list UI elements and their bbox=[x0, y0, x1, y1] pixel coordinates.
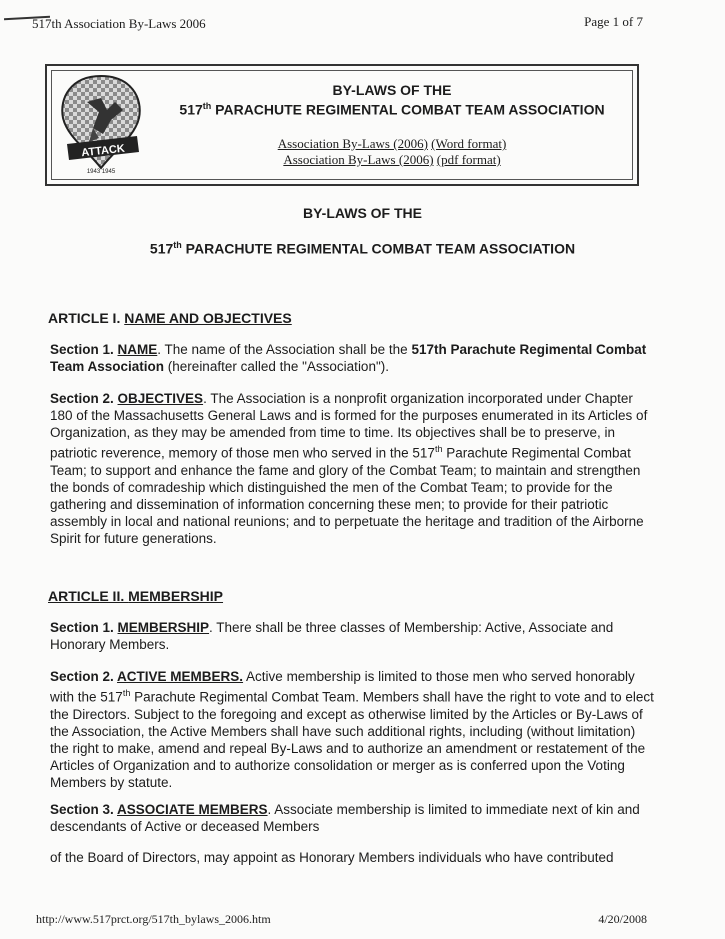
box-title-line2 bbox=[157, 101, 627, 118]
a2s1-text: . There shall be three classes of Membership: Active, Associate and Honorary Members. bbox=[50, 620, 614, 652]
doc-title-line1: BY-LAWS OF THE bbox=[303, 205, 422, 221]
doc-title-number: 517 bbox=[149, 240, 174, 257]
word-format-label[interactable]: (Word format) bbox=[431, 136, 507, 151]
a2s2-text-a: Active membership is limited to those men who served honorably with the 517 bbox=[50, 669, 635, 705]
doc-title-sup: th bbox=[173, 240, 182, 250]
a1s1-title: NAME bbox=[117, 342, 158, 357]
article-2-heading bbox=[48, 588, 223, 604]
page-number: Page 1 of 7 bbox=[584, 14, 643, 29]
a1s2-label: Section 2. bbox=[50, 391, 118, 406]
doc-title-line2 bbox=[0, 240, 725, 257]
a2s1-label: Section 1. bbox=[50, 620, 118, 635]
a1s1-text-b: (hereinafter called the "Association"). bbox=[164, 359, 389, 374]
a2s2-text-b: Parachute Regimental Combat Team. Members shall have the right to vote and to elect the Directors. Subject to the foregoing and except as otherwise limited by the Articles or By-Laws of the Association, the Active Members shall have such additional rights, including (without limitation) the right to make, amend and repeal By-Laws and to authorize an amendment or restatement of the Articles of Organization and to authorize consolidation or merger as is conferred upon the Voting Members by statute. bbox=[50, 689, 654, 790]
footer-url[interactable]: http://www.517prct.org/517th_bylaws_2006.htm bbox=[36, 912, 271, 926]
a1s2-title: OBJECTIVES bbox=[117, 391, 204, 406]
a2s3-text: . Associate membership is limited to immediate next of kin and descendants of Active or deceased Members bbox=[50, 802, 640, 834]
a1s2-sup: th bbox=[434, 444, 443, 454]
footer-date: 4/20/2008 bbox=[598, 912, 647, 926]
a1s1-bold-name: 517th Parachute Regimental Combat Team Association bbox=[50, 342, 647, 374]
a2s1-title: MEMBERSHIP bbox=[117, 620, 210, 635]
article-2-section-2 bbox=[50, 668, 655, 791]
box-title-rest: PARACHUTE REGIMENTAL COMBAT TEAM ASSOCIATION bbox=[211, 101, 605, 118]
word-format-link-line bbox=[157, 136, 627, 152]
word-format-link[interactable]: Association By-Laws (2006) bbox=[277, 136, 428, 151]
logo-banner-text: ATTACK bbox=[80, 142, 126, 160]
a1s2-text-b: Parachute Regimental Combat Team; to support and enhance the fame and glory of the Combat Team; to maintain and strengthen the bonds of comradeship which distinguished the men of the Combat Team; to provide for the gathering and dissemination of information concerning these men; to provide for their patriotic assembly in local and national reunions; and to perpetuate the heritage and tradition of the Airborne Spirit for future generations. bbox=[50, 445, 644, 546]
header-title: 517th Association By-Laws 2006 bbox=[32, 16, 206, 31]
article-1-section-1 bbox=[50, 341, 655, 375]
a2s3-title: ASSOCIATE MEMBERS bbox=[117, 802, 268, 817]
pdf-format-label[interactable]: (pdf format) bbox=[436, 152, 501, 167]
box-title-sup: th bbox=[202, 101, 212, 111]
pdf-format-link[interactable]: Association By-Laws (2006) bbox=[283, 152, 434, 167]
box-title-number: 517 bbox=[179, 101, 203, 118]
a1s1-label: Section 1. bbox=[50, 342, 118, 357]
article-2-section-3 bbox=[50, 801, 655, 835]
title-box bbox=[45, 64, 639, 186]
a2s2-sup: th bbox=[122, 688, 131, 698]
article-1-title: NAME AND OBJECTIVES bbox=[124, 310, 292, 326]
article-2-prefix: ARTICLE II. bbox=[48, 588, 129, 604]
article-2-title: MEMBERSHIP bbox=[128, 588, 224, 604]
association-logo bbox=[53, 72, 149, 176]
article-2-continued-text: of the Board of Directors, may appoint as Honorary Members individuals who have contributed bbox=[50, 850, 614, 865]
a1s2-text-a: . The Association is a nonprofit organization incorporated under Chapter 180 of the Massachusetts General Laws and is formed for the purposes enumerated in its Articles of Organization, as they may be amended from time to time. Its objectives shall be to preserve, in patriotic reverence, memory of those men who served in the 517 bbox=[50, 391, 648, 461]
box-title-line1: BY-LAWS OF THE bbox=[332, 82, 452, 98]
doc-title-rest: PARACHUTE REGIMENTAL COMBAT TEAM ASSOCIATION bbox=[181, 240, 576, 257]
a2s2-label: Section 2. bbox=[50, 669, 118, 684]
a1s1-text-a: . The name of the Association shall be the bbox=[157, 342, 412, 357]
article-1-prefix: ARTICLE I. bbox=[48, 310, 125, 326]
article-2-section-1 bbox=[50, 619, 655, 653]
logo-years: 1943 1945 bbox=[86, 169, 116, 175]
a2s2-title: ACTIVE MEMBERS. bbox=[117, 669, 244, 684]
article-1-heading bbox=[48, 310, 292, 326]
pdf-format-link-line bbox=[157, 152, 627, 168]
a2s3-label: Section 3. bbox=[50, 802, 118, 817]
article-1-section-2 bbox=[50, 390, 655, 547]
